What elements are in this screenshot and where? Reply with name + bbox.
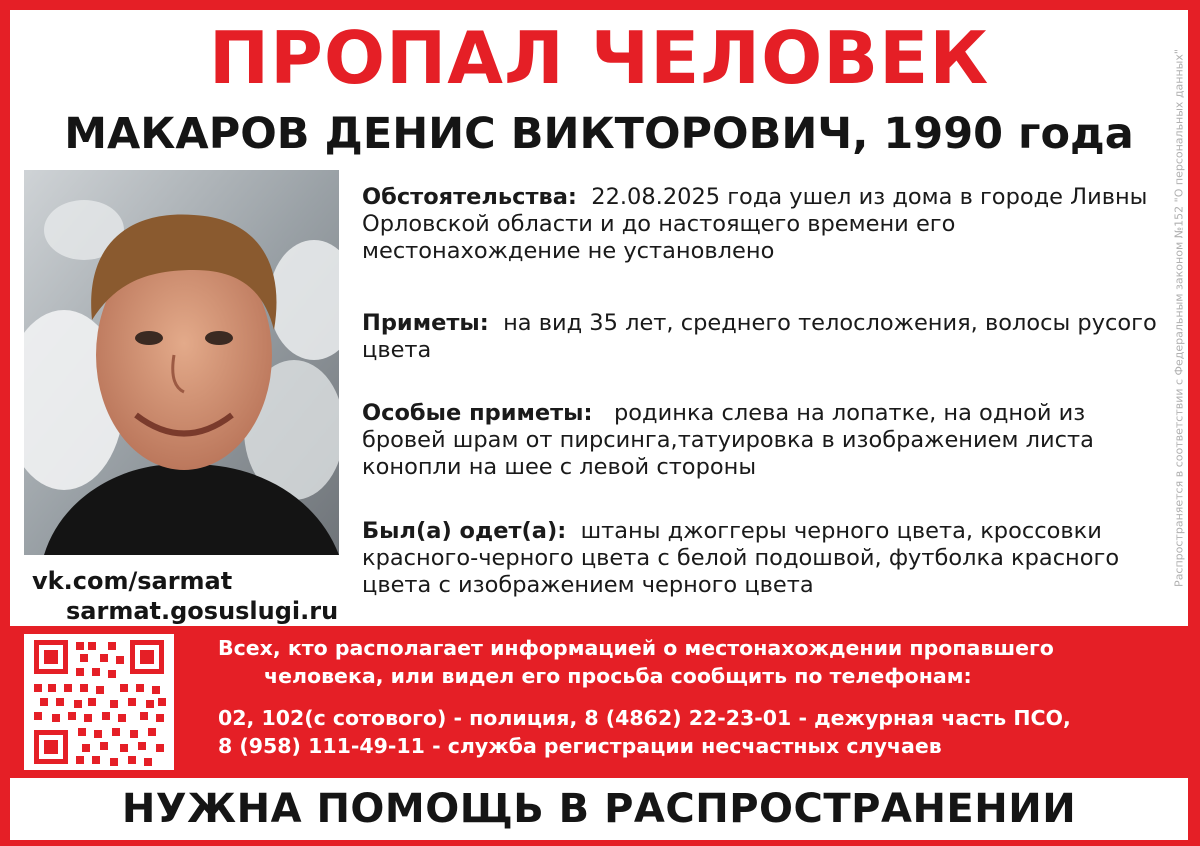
person-photo <box>24 170 339 555</box>
person-photo-image <box>24 170 339 555</box>
special-signs-text: родинка слева на лопатке, на одной из бровей шрам от пирсинга,татуировка в изображением листа конопли на шее с левой стороны <box>362 400 1094 480</box>
contact-block <box>200 634 1185 760</box>
appeal-line-1: Всех, кто располагает информацией о местонахождении пропавшего <box>218 636 1054 660</box>
phones-line-1: 02, 102(с сотового) - полиция, 8 (4862) 22-23-01 - дежурная часть ПСО, <box>218 706 1071 730</box>
poster-title: ПРОПАЛ ЧЕЛОВЕК <box>208 16 990 100</box>
footer-bar <box>10 778 1188 840</box>
circumstances-label: Обстоятельства: <box>362 184 577 210</box>
qr-code-image <box>24 634 174 770</box>
clothes-paragraph <box>362 518 1162 599</box>
links-block <box>32 566 338 626</box>
circumstances-paragraph <box>362 184 1162 265</box>
circumstances-text: 22.08.2025 года ушел из дома в городе Ливны Орловской области и до настоящего времени его местонахождение не установлено <box>362 184 1148 264</box>
poster-sheet <box>10 10 1188 626</box>
clothes-text: штаны джоггеры черного цвета, кроссовки красного-черного цвета с белой подошвой, футболка красного цвета с изображением черного цвета <box>362 518 1120 598</box>
vk-link[interactable]: vk.com/sarmat <box>32 567 233 595</box>
signs-label: Приметы: <box>362 310 489 336</box>
gosuslugi-link[interactable]: sarmat.gosuslugi.ru <box>66 597 339 625</box>
special-signs-label: Особые приметы: <box>362 400 593 426</box>
phones-line-2: 8 (958) 111-49-11 - служба регистрации несчастных случаев <box>218 734 942 758</box>
clothes-label: Был(а) одет(а): <box>362 518 567 544</box>
signs-paragraph <box>362 310 1162 364</box>
qr-code-icon[interactable] <box>24 634 174 770</box>
special-signs-paragraph <box>362 400 1162 481</box>
legal-note <box>1166 18 1192 618</box>
signs-text: на вид 35 лет, среднего телосложения, волосы русого цвета <box>362 310 1157 363</box>
legal-note-text: Распространяется в соответствии с Федеральным законом №152 "О персональных данных" <box>1172 49 1186 587</box>
person-name: МАКАРОВ ДЕНИС ВИКТОРОВИЧ, 1990 года <box>64 109 1134 159</box>
footer-text: НУЖНА ПОМОЩЬ В РАСПРОСТРАНЕНИИ <box>121 786 1077 832</box>
appeal-line-2: человека, или видел его просьба сообщить по телефонам: <box>264 664 972 688</box>
